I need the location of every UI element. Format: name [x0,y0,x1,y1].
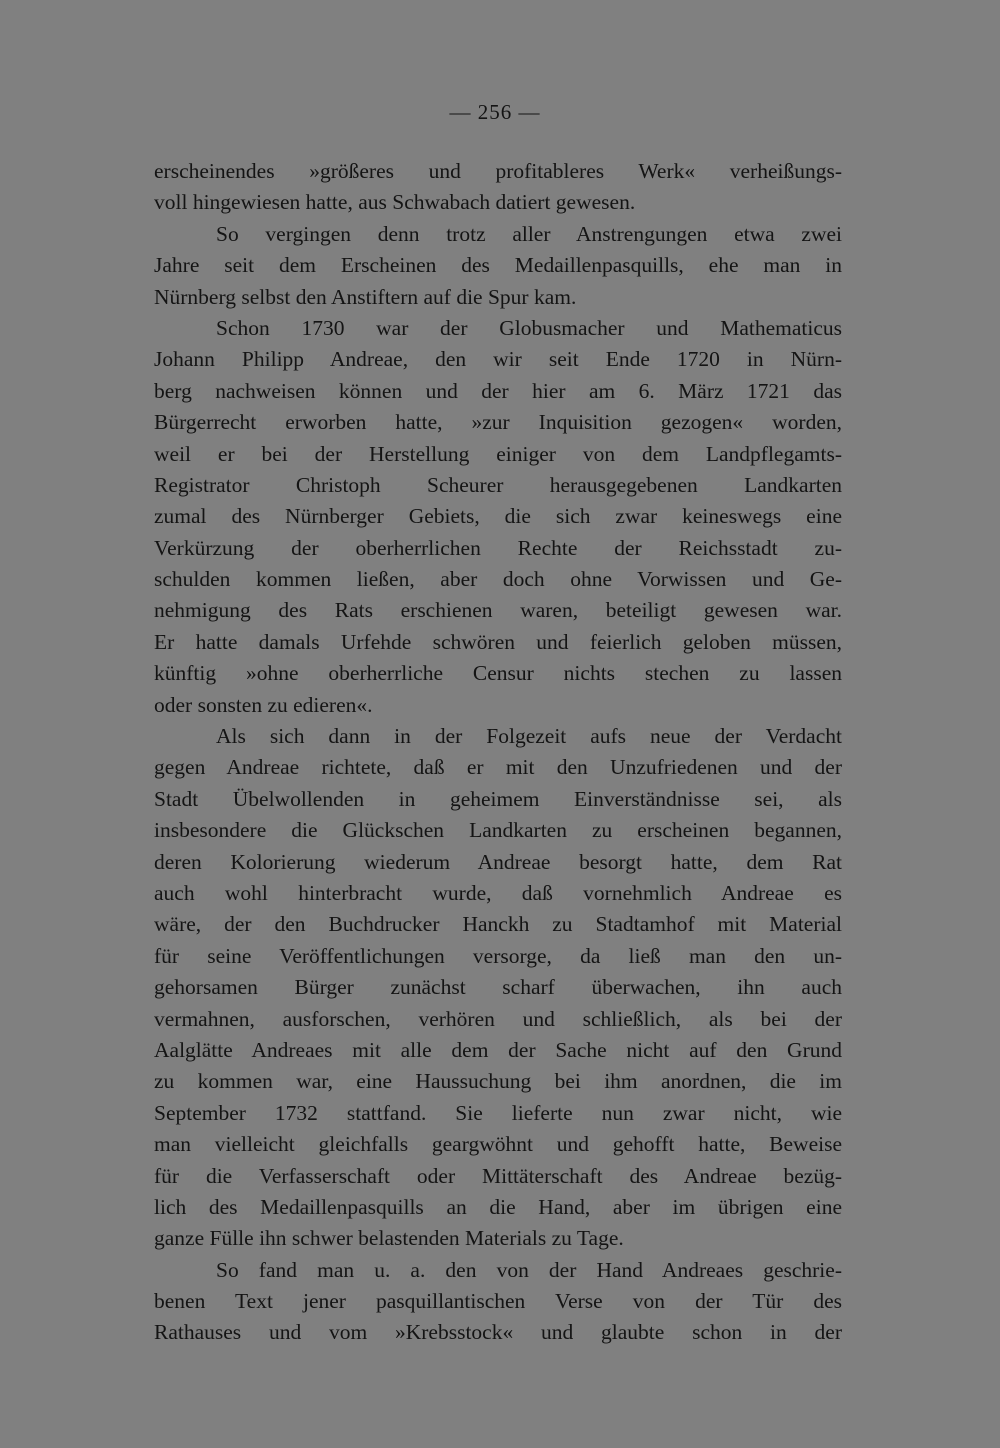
text-line: So fand man u. a. den von der Hand Andreaes geschrie- [216,1257,842,1282]
text-line: wäre, der den Buchdrucker Hanckh zu Stadtamhof mit Material [154,912,842,937]
text-line: zumal des Nürnberger Gebiets, die sich zwar keineswegs eine [154,504,842,529]
text-line: deren Kolorierung wiederum Andreae besorgt hatte, dem Rat [154,849,842,874]
text-line: ganze Fülle ihn schwer belastenden Materials zu Tage. [154,1226,624,1251]
text-line: Schon 1730 war der Globusmacher und Mathematicus [216,315,842,340]
text-line: Registrator Christoph Scheurer herausgegebenen Landkarten [154,472,842,497]
text-line: vermahnen, ausforschen, verhören und schließlich, als bei der [154,1006,842,1031]
text-line: Stadt Übelwollenden in geheimem Einverständnisse sei, als [154,786,842,811]
text-line: oder sonsten zu edieren«. [154,692,373,717]
text-line: zu kommen war, eine Haussuchung bei ihm anordnen, die im [154,1069,842,1094]
text-line: Bürgerrecht erworben hatte, »zur Inquisition gezogen« worden, [154,410,842,435]
text-line: insbesondere die Glückschen Landkarten zu erscheinen begannen, [154,818,842,843]
text-line: nehmigung des Rats erschienen waren, beteiligt gewesen war. [154,598,842,623]
text-line: benen Text jener pasquillantischen Verse von der Tür des [154,1289,842,1314]
text-line: Verkürzung der oberherrlichen Rechte der Reichsstadt zu- [154,535,842,560]
body-text [154,156,842,1349]
text-line: Nürnberg selbst den Anstiftern auf die Spur kam. [154,284,577,309]
text-line: voll hingewiesen hatte, aus Schwabach datiert gewesen. [154,190,636,215]
text-line: schulden kommen ließen, aber doch ohne Vorwissen und Ge- [154,567,842,592]
text-line: auch wohl hinterbracht wurde, daß vornehmlich Andreae es [154,880,842,905]
text-line: So vergingen denn trotz aller Anstrengungen etwa zwei [216,221,842,246]
text-line: berg nachweisen können und der hier am 6. März 1721 das [154,378,842,403]
text-line: lich des Medaillenpasquills an die Hand, aber im übrigen eine [154,1194,842,1219]
text-line: Johann Philipp Andreae, den wir seit Ende 1720 in Nürn- [154,347,842,372]
text-line: Rathauses und vom »Krebsstock« und glaubte schon in der [154,1320,842,1345]
text-line: gehorsamen Bürger zunächst scharf überwachen, ihn auch [154,975,842,1000]
text-line: Jahre seit dem Erscheinen des Medaillenpasquills, ehe man in [154,253,842,278]
text-line: erscheinendes »größeres und profitableres Werk« verheißungs- [154,159,842,183]
text-line: für seine Veröffentlichungen versorge, da ließ man den un- [154,943,842,968]
text-line: Er hatte damals Urfehde schwören und feierlich geloben müssen, [154,629,842,654]
text-line: man vielleicht gleichfalls geargwöhnt und gehofft hatte, Beweise [154,1132,842,1157]
text-line: weil er bei der Herstellung einiger von dem Landpflegamts- [154,441,842,466]
page-number: — 256 — [449,100,541,124]
text-line: künftig »ohne oberherrliche Censur nichts stechen zu lassen [154,661,842,686]
text-line: Als sich dann in der Folgezeit aufs neue der Verdacht [216,724,842,749]
text-line: Aalglätte Andreaes mit alle dem der Sache nicht auf den Grund [154,1037,842,1062]
text-line: gegen Andreae richtete, daß er mit den Unzufriedenen und der [154,755,842,780]
text-line: September 1732 stattfand. Sie lieferte nun zwar nicht, wie [154,1100,842,1125]
text-line: für die Verfasserschaft oder Mittäterschaft des Andreae bezüg- [154,1163,842,1188]
